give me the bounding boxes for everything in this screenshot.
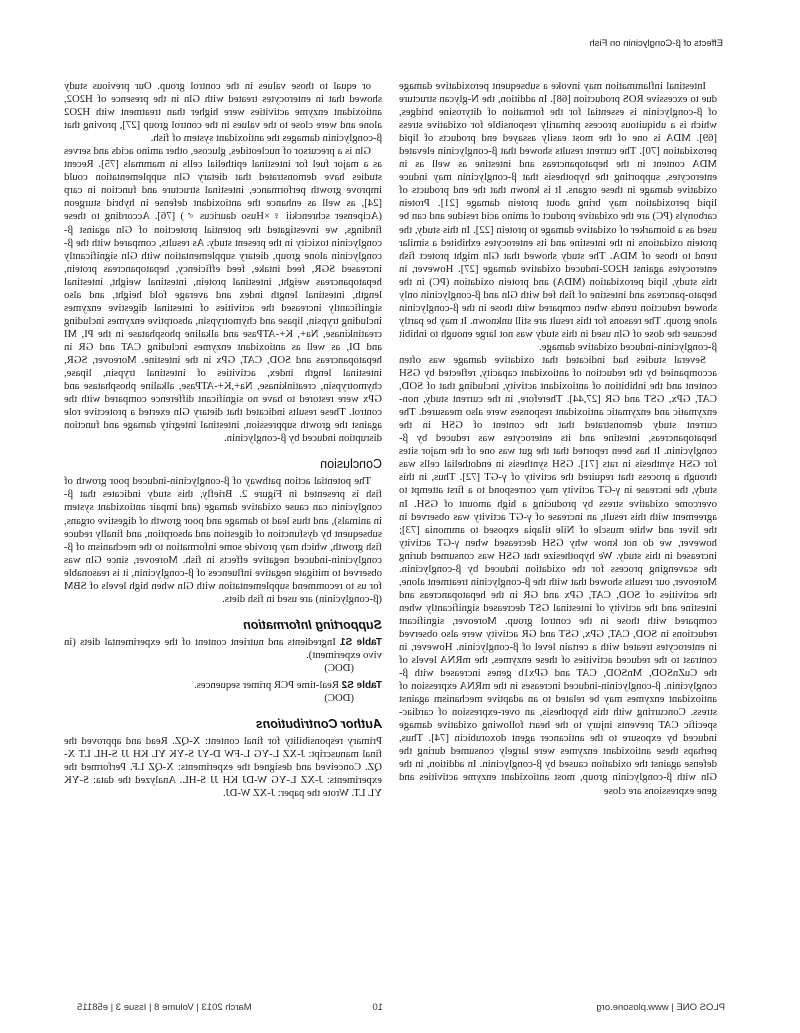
contributions-paragraph: Primary responsibility for final content: X-QZ. Read and approved the final manuscript: J-XZ L-YG L-FW D-YJ S-YK YL KH JJ S-HL LT X-QZ. Conceived and designed the experiments: X-QZ LF. Performed the experiments: J-XZ L-YG W-DJ KH JJ S-HL. Analyzed the data: S-YK YL LT. Wrote the paper: J-XZ W-DJ. — [64, 735, 382, 800]
supporting-item-label[interactable]: Table S1 — [340, 636, 382, 648]
body-paragraph: Intestinal inflammation may invoke a subsequent peroxidative damage due to excessive ROS production [68]. In addition, the N-glycan structure of β-conglycinin is essential for the formation of dityrosine bridges, which is a ubiquitous process primarily responsible for oxidative stress [69]. MDA is one of the most easily assayed end products of lipid peroxidation [70]. The current results showed that β-conglycinin elevated MDA content in the hepatopancreas and intestine as well as in enterocytes, supporting the hypothesis that β-conglycinin may induce oxidative damage in these organs. It is known that the end products of lipid peroxidation may bring about protein damage [21]. Protein carbonyls (PC) are the oxidative product of amino acid residue and can be used as a biomarker of oxidative damage to protein [22]. In this study, the protein oxidations in the intestine and its enterocytes exhibited a similar trend to those of MDA. The study showed that Gln might protect fish enterocytes against H2O2-induced oxidative damage [27]. However, in this study, lipid peroxidation (MDA) and protein oxidation (PC) in the hepato-pancreas and intestine of fish fed with Gln and β-conglycinin only showed reduction trends when compared with those in the β-conglycinin alone group. The reasons for this result are still unknown. It may be partly because the dose of Gln used in this study was not large enough to inhibit β-conglycinin-induced oxidative damage. — [399, 80, 717, 353]
running-head: Effects of β-Conglycinin on Fish — [589, 38, 723, 49]
supporting-item-text: Ingredients and nutrient content of the experimental diets (in vivo experiment). — [63, 635, 382, 661]
conclusion-heading: Conclusion — [320, 457, 382, 472]
footer-journal: PLOS ONE | www.plosone.org — [596, 1002, 725, 1013]
conclusion-paragraph: The potential action pathway of β-conglycinin-induced poor growth of fish is presented in Figure 2. Briefly, this study indicates that β-conglycinin can cause oxidative damage (and impair antioxidant system in animals), and thus lead to damage and poor growth of digestive organs, subsequent by dysfunction of digestion and absorption, and finally reduce fish growth, which may provide some information to the mechanism of β-conglycinin-induced negative effects in fish. Moreover, since Gln was observed to mitigate negative influences of β-conglycinin, it is reasonable for us to recommend supplementation with Gln when high levels of SBM (β-conglycinin) are used in fish diets. — [64, 475, 382, 605]
body-paragraph: Several studies had indicated that oxidative damage was often accompanied by the reduction of antioxidant capacity, reflected by GSH content and the inhibition of antioxidant activity, including that of SOD, CAT, GPx, GST and GR [27,44]. Therefore, in the current study, non-enzymatic and enzymatic antioxidant responses were also measured. The current study demonstrated that the content of GSH in the hepatopancreas, intestine and its enterocytes was reduced by β-conglycinin. It has been reported that the gut was one of the major sites for GSH synthesis in rats [71]. GSH synthesis in endothelial cells was through a process that required the activity of γ-GT [72]. Thus, in this study, the increase in γ-GT activity may correspond to a first attempt to overcome oxidative stress by producing a high amount of GSH. In agreement with this result, an increase of γ-GT activity was observed in the liver and white muscle of Nile tilapia exposed to ammonia [73]; however, we do not know why GSH decreased when γ-GT activity increased in this study. We hypothesize that GSH was consumed during the scavenging process for the oxidation induced by β-conglycinin. Moreover, our results showed that with the β-conglycinin treatment alone, the activities of SOD, CAT, GPx and GR in the hepatopancreas and intestine and the activity of intestinal GST decreased significantly when compared with those in the control group. Moreover, significant reductions in SOD, CAT, GPx, GST and GR activity were also observed in enterocytes treated with a certain level of β-conglycinin. However, in contrast to the reduced activities of these enzymes, the mRNA levels of the CuZnSOD, MnSOD, CAT and GPx1b genes increased with β-conglycinin. β-conglycinin-induced increases in the mRNA expression of antioxidant enzymes may be related to an adaptive mechanism against stress. Concurring with this hypothesis, an over-expression of cardiac-specific CAT prevents injury to the heart following oxidative damage induced by exposure to the anticancer agent doxorubicin [74]. Thus, perhaps these antioxidant enzymes were largely consumed during the defense against the oxidation caused by β-conglycinin. In addition, in the Gln with β-conglycinin group, most antioxidant enzyme activities and gene expressions are close — [399, 353, 717, 797]
footer-issue: March 2013 | Volume 8 | Issue 3 | e58115 — [77, 1002, 252, 1013]
supporting-item — [64, 679, 382, 705]
body-paragraph: Gln is a precursor of nucleotides, glucose, other amino acids and serves as a major fuel for intestinal epithelial cells in mammals [75]. Recent studies have demonstrated that dietary Gln supplementation could improve growth performance, intestinal structure and function in carp [24], as well as enhance the antioxidant defense in hybrid sturgeon (Acipenser schrenckii ♀×Huso dauricus ♂) [76]. According to these findings, we investigated the potential protection of Gln against β-conglycinin toxicity in the present study. As results, compared with the β-conglycinin alone group, dietary supplementation with Gln significantly increased SGR, feed intake, feed efficiency, hepatopancreas protein, hepatopancreas weight, intestinal protein, intestinal weight, intestinal length, intestinal length index and average fold height, and also significantly increased the activities of intestinal digestive enzymes including trypsin, lipase and chymotrypsin, absorptive enzymes including creatinkinase, Na+, K+-ATPase and alkaline phosphatase in the PI, MI and DI, as well as antioxidant enzymes including CAT and GR in hepatopancreas and SOD, CAT, GPx in the intestine. Moreover, SGR, intestinal length index, activities of intestinal trypsin, lipase, chymotrypsin, creatinkinase, Na+,K+-ATPase, alkaline phosphatase and GPx were restored to have no significant difference compared with the control. These results indicated that dietary Gln exerted a protective role against the growth suppression, intestinal integrity damage and function disruption induced by β-conglycinin. — [64, 145, 382, 445]
right-column — [64, 80, 382, 800]
left-column — [399, 80, 717, 798]
contributions-heading: Author Contributions — [255, 717, 382, 732]
supporting-item-doc-link[interactable]: (DOC) — [324, 661, 354, 674]
supporting-heading: Supporting Information — [243, 617, 382, 632]
supporting-item-text: Real-time PCR primer sequences. — [194, 679, 339, 692]
body-paragraph: or equal to those values in the control group. Our previous study showed that in enterocytes treated with Gln in the presence of H2O2, antioxidant enzyme activities were higher than treatment with H2O2 alone and were close to the values in the control group [27], proving that β-conglycinin damages the antioxidant system of fish. — [64, 80, 382, 145]
footer-page-number: 10 — [372, 1002, 383, 1013]
supporting-item-doc-link[interactable]: (DOC) — [324, 692, 354, 705]
supporting-item — [64, 636, 382, 675]
supporting-item-label[interactable]: Table S2 — [341, 680, 382, 692]
